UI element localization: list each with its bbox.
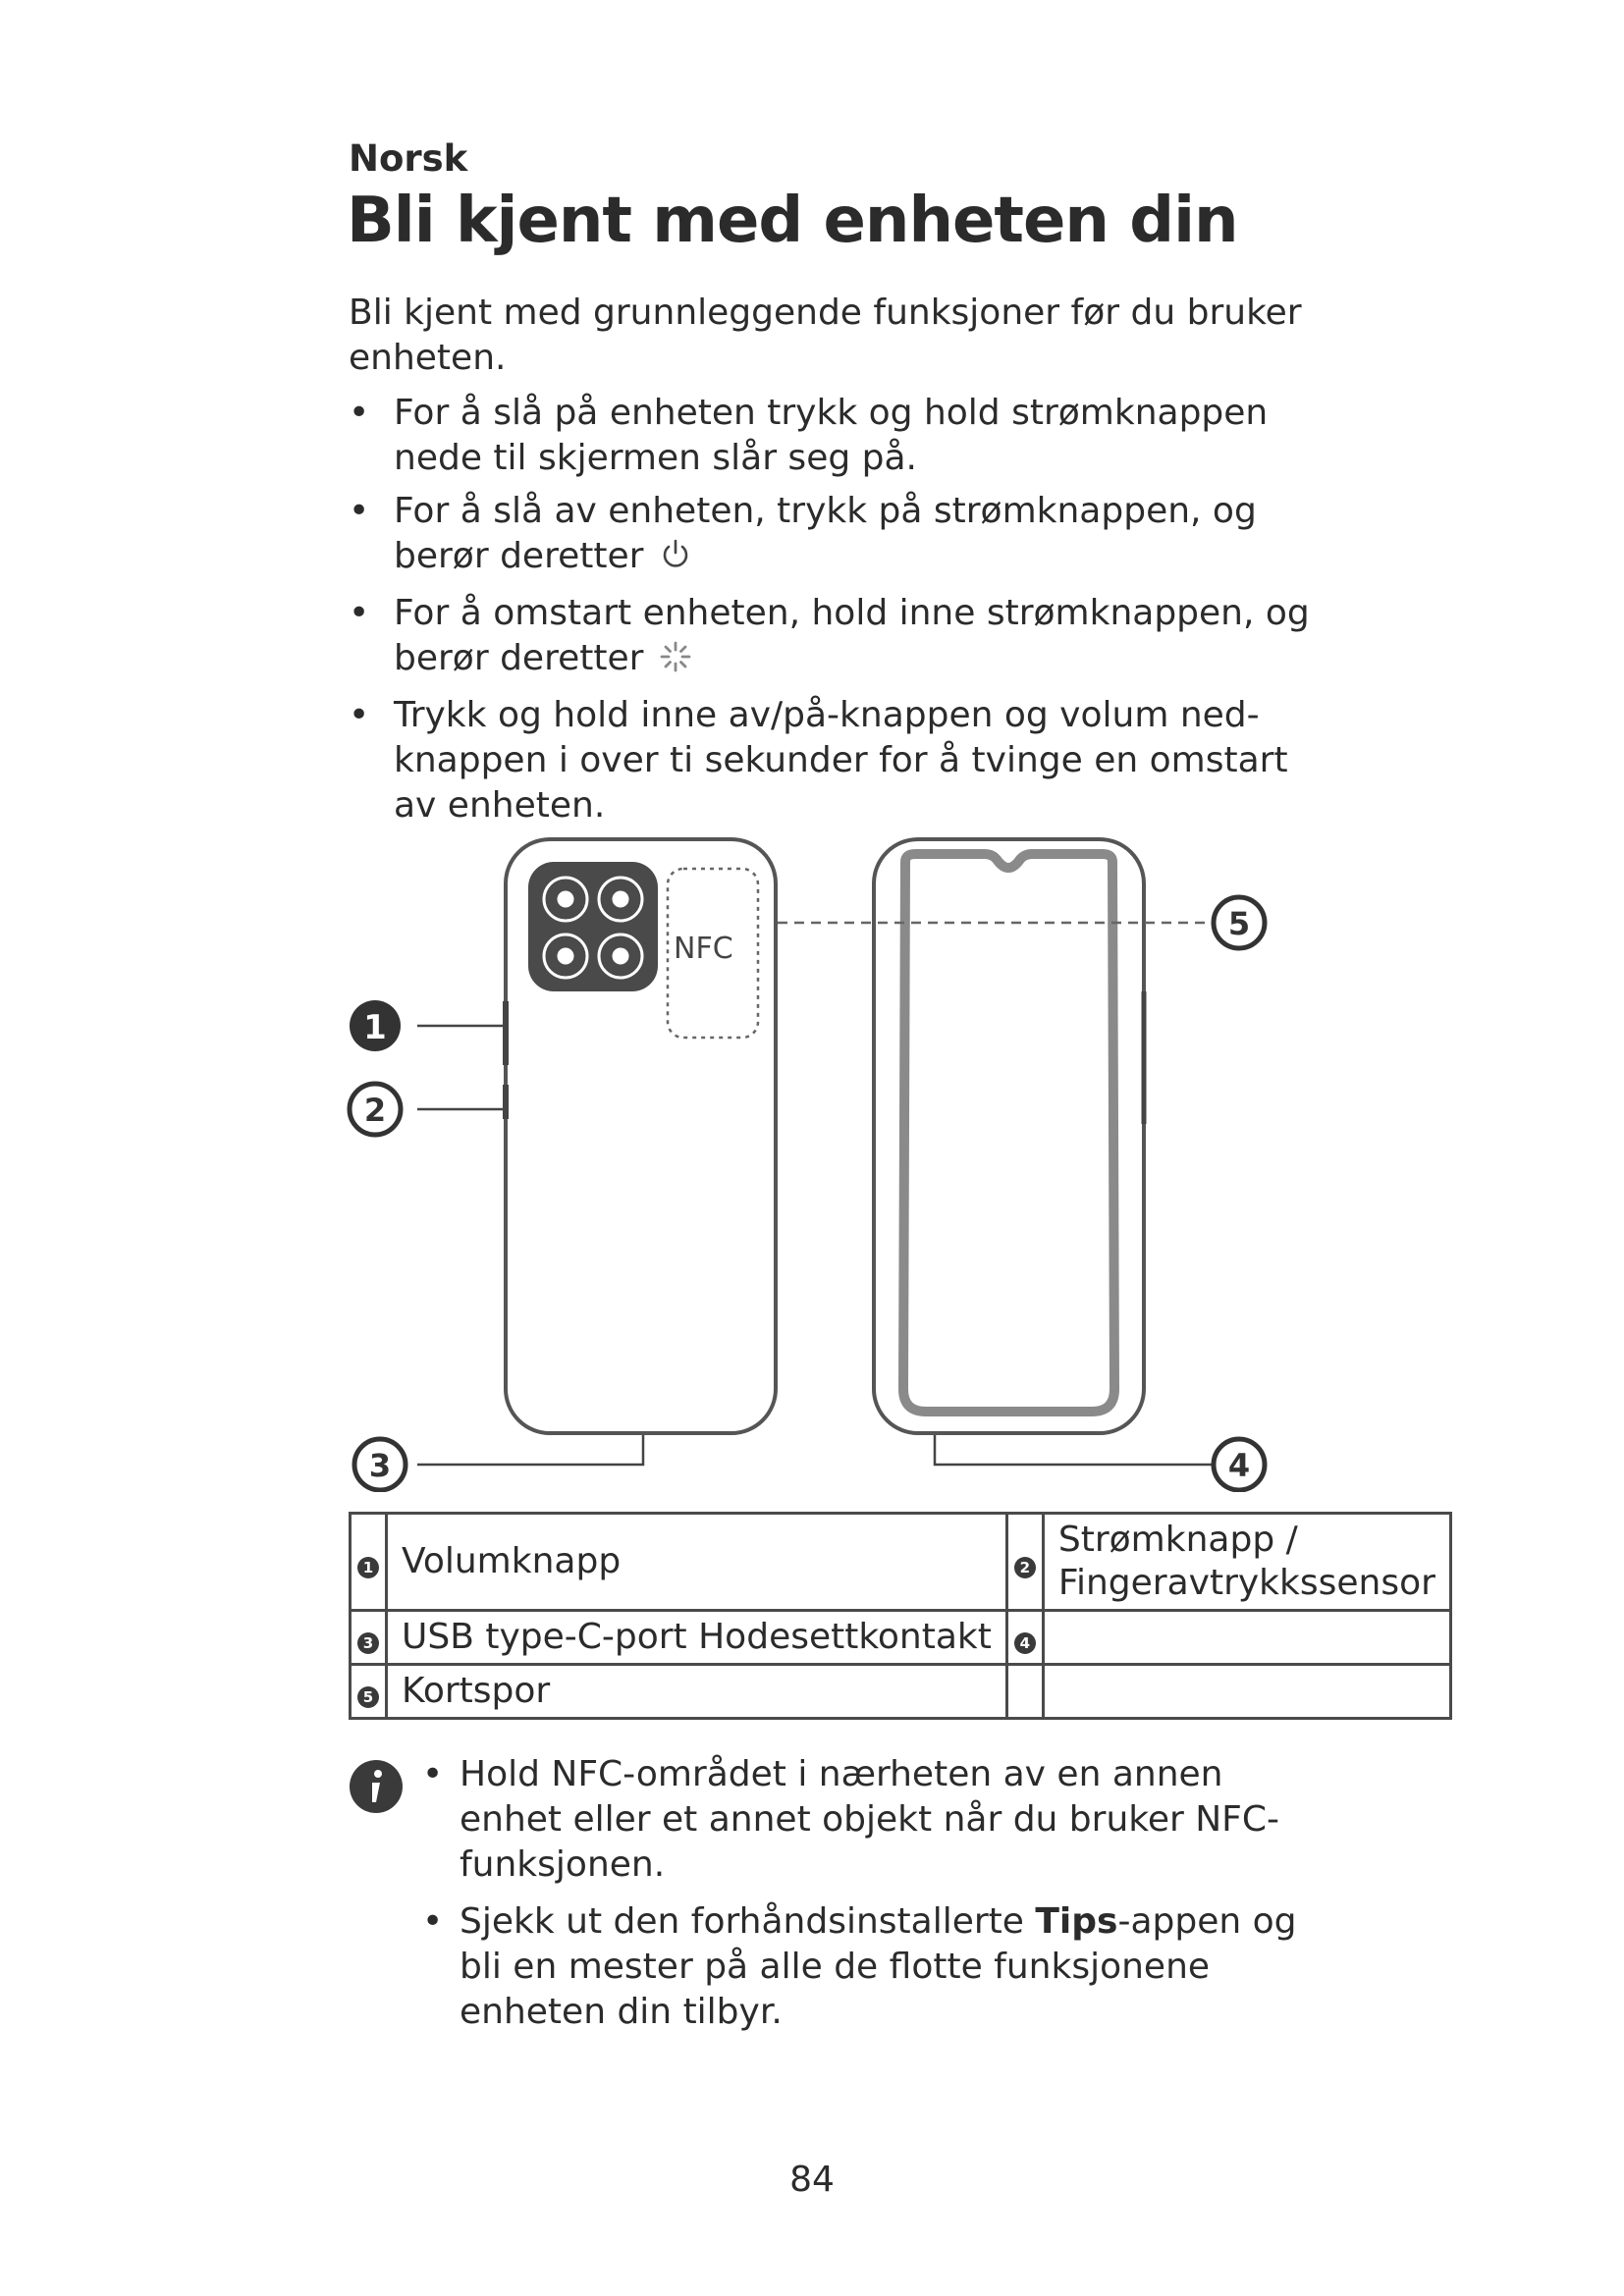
legend-badge: 1 <box>357 1557 379 1578</box>
legend-cell <box>1043 1611 1450 1665</box>
intro-text: Bli kjent med grunnleggende funksjoner før du bruker enheten. <box>349 293 1302 378</box>
legend-badge: 3 <box>357 1632 379 1654</box>
callout-5 <box>1214 897 1265 948</box>
list-item: • For å slå av enheten, trykk på strømknappen, og berør deretter <box>349 489 1330 583</box>
list-item-text: For å slå på enheten trykk og hold strømknappen nede til skjermen slår seg på. <box>394 393 1269 478</box>
list-item: • Sjekk ut den forhåndsinstallerte Tips-appen og bli en mester på alle de flotte funksjonene enheten din tilbyr. <box>422 1901 1297 2032</box>
callout-4 <box>1214 1439 1265 1490</box>
legend-cell: Strømknapp / Fingeravtrykkssensor <box>1043 1514 1450 1611</box>
camera-module <box>528 862 658 991</box>
callout-3 <box>354 1439 406 1490</box>
callout-2 <box>350 1084 401 1135</box>
note-text: Hold NFC-området i nærheten av en annen enhet eller et annet objekt når du bruker NFC-funksjonen. <box>460 1754 1279 1885</box>
device-diagram <box>334 825 1296 1492</box>
language-label: Norsk <box>349 137 468 180</box>
table-row <box>351 1514 1451 1611</box>
svg-text:4: 4 <box>1227 1447 1251 1484</box>
list-item: • Hold NFC-området i nærheten av en annen enhet eller et annet objekt når du bruker NFC-funksjonen. <box>422 1754 1279 1885</box>
restart-icon <box>659 640 692 685</box>
legend-cell <box>1043 1665 1450 1719</box>
svg-text:1: 1 <box>363 1008 387 1047</box>
parts-legend-table <box>349 1512 1452 1720</box>
legend-cell: USB type-C-port Hodesettkontakt <box>387 1611 1007 1665</box>
svg-text:3: 3 <box>368 1447 392 1484</box>
instruction-list <box>349 391 1330 836</box>
svg-text:2: 2 <box>363 1092 387 1129</box>
legend-cell: Kortspor <box>387 1665 1007 1719</box>
page-title: Bli kjent med enheten din <box>347 185 1238 257</box>
info-icon <box>349 1759 404 1814</box>
legend-badge: 2 <box>1014 1557 1036 1578</box>
notes-list <box>422 1752 1306 2047</box>
list-item: • Trykk og hold inne av/på-knappen og volum ned-knappen i over ti sekunder for å tvinge en omstart av enheten. <box>349 695 1288 826</box>
table-row <box>351 1611 1451 1665</box>
legend-badge: 4 <box>1014 1632 1036 1654</box>
page-number: 84 <box>789 2160 835 2200</box>
note-text: -appen og bli en mester på alle de flotte funksjonene enheten din tilbyr. <box>460 1901 1297 2032</box>
svg-text:5: 5 <box>1227 905 1251 942</box>
note-text: Sjekk ut den forhåndsinstallerte <box>460 1901 1036 1942</box>
callout-1 <box>350 1000 401 1051</box>
list-item-text: For å slå av enheten, trykk på strømknappen, og berør deretter <box>394 491 1257 576</box>
list-item: • For å omstart enheten, hold inne strømknappen, og berør deretter <box>349 591 1330 685</box>
legend-cell: Volumknapp <box>387 1514 1007 1611</box>
list-item-text: Trykk og hold inne av/på-knappen og volum ned-knappen i over ti sekunder for å tvinge en omstart av enheten. <box>394 695 1288 826</box>
app-name: Tips <box>1035 1901 1118 1942</box>
nfc-label: NFC <box>674 932 733 966</box>
table-row <box>351 1665 1451 1719</box>
list-item-text: For å omstart enheten, hold inne strømknappen, og berør deretter <box>394 593 1310 678</box>
power-icon <box>659 538 692 583</box>
legend-badge: 5 <box>357 1686 379 1708</box>
front-bezel <box>903 854 1114 1412</box>
list-item: • For å slå på enheten trykk og hold strømknappen nede til skjermen slår seg på. <box>349 393 1269 478</box>
